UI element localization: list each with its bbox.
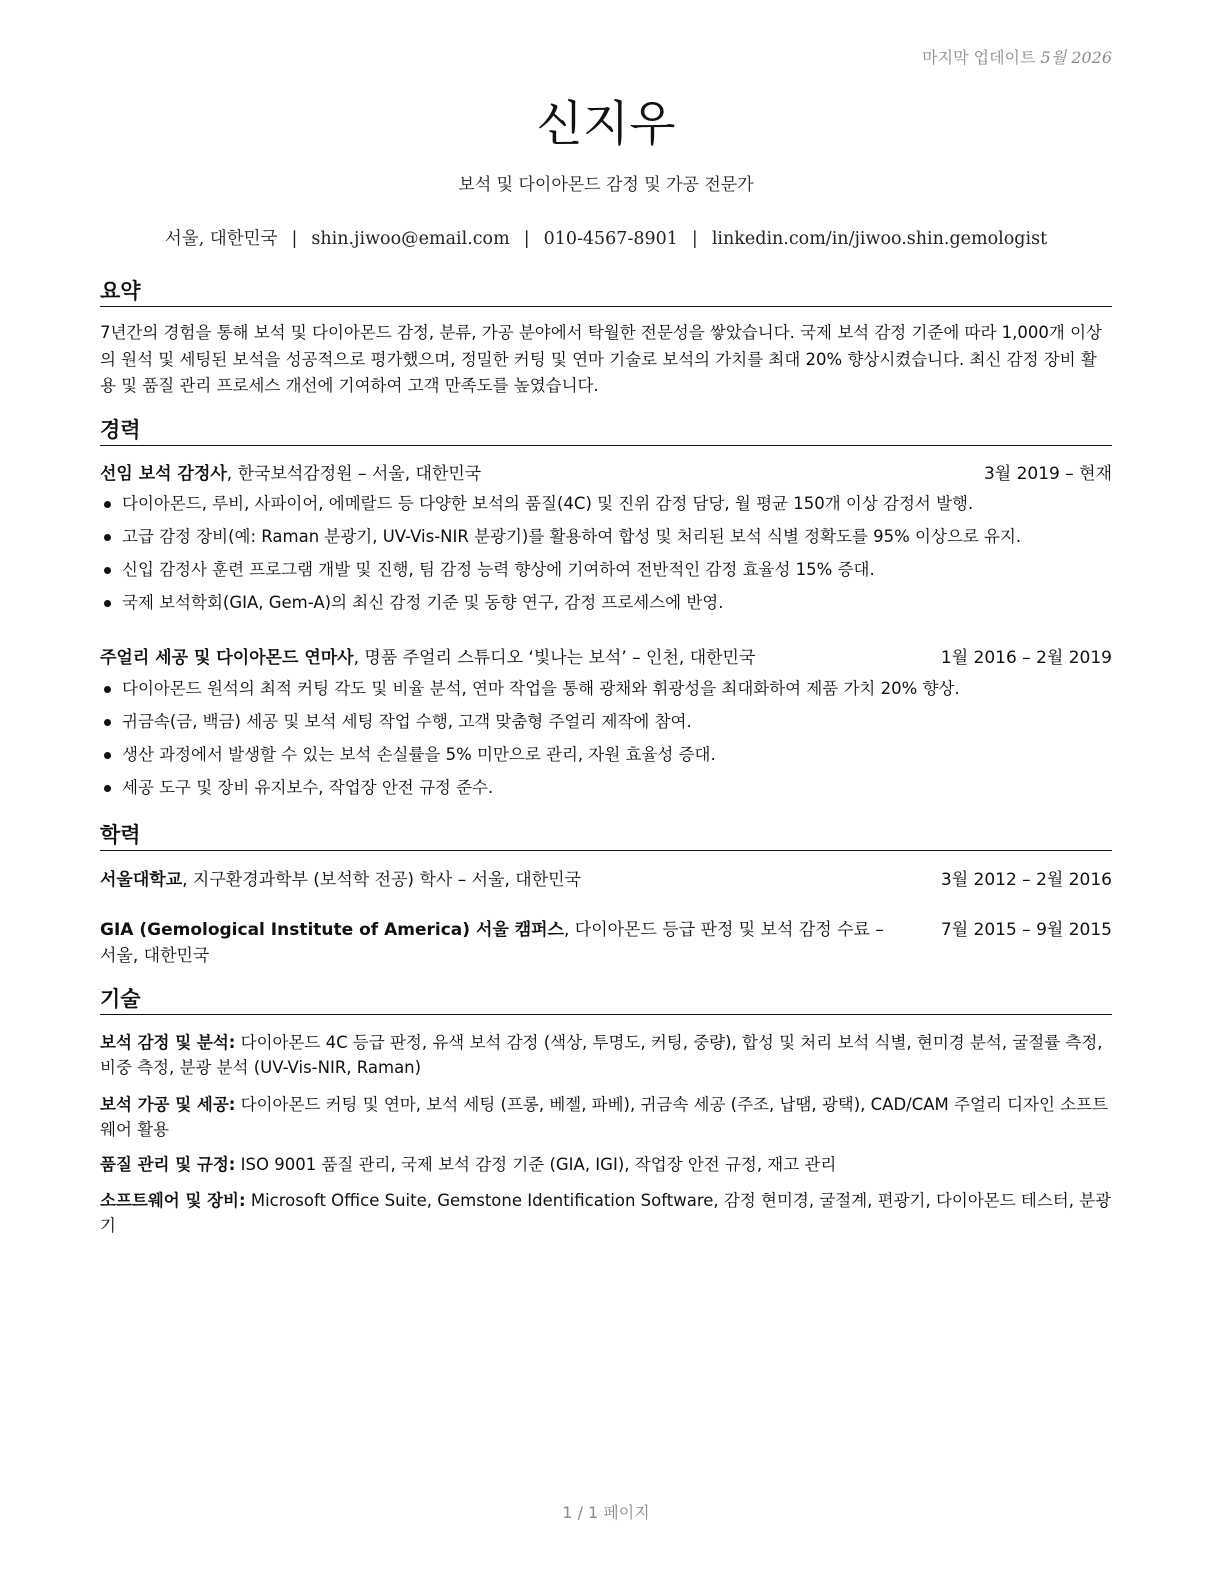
candidate-subtitle: 보석 및 다이아몬드 감정 및 가공 전문가 (458, 175, 754, 195)
list-item: 생산 과정에서 발생할 수 있는 보석 손실률을 5% 미만으로 관리, 자원 효율성 증대. (100, 742, 1120, 775)
job-role: 주얼리 세공 및 다이아몬드 연마사 (100, 648, 354, 668)
education-dates: 3월 2012 – 2월 2016 (940, 870, 1112, 890)
education-dates: 7월 2015 – 9월 2015 (940, 920, 1112, 940)
job-org: , 명품 주얼리 스튜디오 ‘빛나는 보석’ – 인천, 대한민국 (353, 648, 756, 668)
contact-phone: 010-4567-8901 (543, 229, 678, 249)
contact-email[interactable]: shin.jiwoo@email.com (311, 229, 510, 249)
skill-item (100, 1188, 1116, 1238)
skill-text: ISO 9001 품질 관리, 국제 보석 감정 기준 (GIA, IGI), 작업장 안전 규정, 재고 관리 (235, 1155, 837, 1174)
education-school: 서울대학교 (100, 870, 183, 890)
list-item: 귀금속(금, 백금) 세공 및 보석 세팅 작업 수행, 고객 맞춤형 주얼리 제작에 참여. (100, 709, 1120, 742)
candidate-name: 신지우 (536, 96, 676, 152)
skill-text: 다이아몬드 커팅 및 연마, 보석 세팅 (프롱, 베젤, 파베), 귀금속 세공 (주조, 납땜, 광택), CAD/CAM 주얼리 디자인 소프트웨어 활용 (100, 1095, 1108, 1139)
list-item: 다이아몬드, 루비, 사파이어, 에메랄드 등 다양한 보석의 품질(4C) 및 진위 감정 담당, 월 평균 150개 이상 감정서 발행. (100, 491, 1120, 524)
skill-label: 품질 관리 및 규정: (100, 1155, 236, 1174)
job-org: , 한국보석감정원 – 서울, 대한민국 (226, 464, 482, 484)
section-title-summary: 요약 (100, 277, 1112, 307)
job-dates: 1월 2016 – 2월 2019 (940, 648, 1112, 668)
skill-text: Microsoft Office Suite, Gemstone Identification Software, 감정 현미경, 굴절계, 편광기, 다이아몬드 테스터, 분광기 (100, 1191, 1112, 1235)
contact-line: 서울, 대한민국 | shin.jiwoo@email.com | 010-4567-8901 | linkedin.com/in/jiwoo.shin.gemologist (164, 229, 1048, 249)
list-item: 고급 감정 장비(예: Raman 분광기, UV-Vis-NIR 분광기)를 활용하여 합성 및 처리된 보석 식별 정확도를 95% 이상으로 유지. (100, 524, 1120, 557)
section-title-skills: 기술 (100, 985, 1112, 1015)
list-item: 국제 보석학회(GIA, Gem-A)의 최신 감정 기준 및 동향 연구, 감정 프로세스에 반영. (100, 590, 1120, 623)
education-school: GIA (Gemological Institute of America) 서울 캠퍼스 (100, 920, 564, 940)
list-item: 다이아몬드 원석의 최적 커팅 각도 및 비율 분석, 연마 작업을 통해 광채와 휘광성을 최대화하여 제품 가치 20% 향상. (100, 676, 1120, 709)
skill-item (100, 1092, 1116, 1142)
education-detail: , 다이아몬드 등급 판정 및 보석 감정 수료 – 서울, 대한민국 (100, 920, 884, 966)
section-title-experience: 경력 (100, 416, 1112, 446)
contact-linkedin[interactable]: linkedin.com/in/jiwoo.shin.gemologist (711, 229, 1048, 249)
summary-text: 7년간의 경험을 통해 보석 및 다이아몬드 감정, 분류, 가공 분야에서 탁월한 전문성을 쌓았습니다. 국제 보석 감정 기준에 따라 1,000개 이상의 원석 및 세팅된 보석을 성공적으로 평가했으며, 정밀한 커팅 및 연마 기술로 보석의 가치를 최대 20% 향상시켰습니다. 최신 감정 장비 활용 및 품질 관리 프로세스 개선에 기여하여 고객 만족도를 높였습니다. (100, 323, 1102, 395)
last-updated: 마지막 업데이트 5월 2026 (922, 48, 1112, 67)
job-bullets (100, 491, 1120, 623)
education-item (100, 917, 1112, 969)
page-number: 1 / 1 페이지 (562, 1503, 650, 1522)
contact-location: 서울, 대한민국 (164, 229, 278, 249)
section-title-education: 학력 (100, 821, 1112, 851)
skill-label: 보석 감정 및 분석: (100, 1033, 236, 1052)
list-item: 신입 감정사 훈련 프로그램 개발 및 진행, 팀 감정 능력 향상에 기여하여 전반적인 감정 효율성 15% 증대. (100, 557, 1120, 590)
skill-label: 소프트웨어 및 장비: (100, 1191, 246, 1210)
job-bullets (100, 676, 1120, 808)
job-dates: 3월 2019 – 현재 (983, 464, 1112, 484)
skill-item (100, 1030, 1116, 1080)
job-role: 선임 보석 감정사 (100, 464, 227, 484)
skill-text: 다이아몬드 4C 등급 판정, 유색 보석 감정 (색상, 투명도, 커팅, 중량), 합성 및 처리 보석 식별, 현미경 분석, 굴절률 측정, 비중 측정, 분광 분석 (UV-Vis-NIR, Raman) (100, 1033, 1103, 1077)
skill-item (100, 1152, 1116, 1177)
skill-label: 보석 가공 및 세공: (100, 1095, 236, 1114)
list-item: 세공 도구 및 장비 유지보수, 작업장 안전 규정 준수. (100, 775, 1120, 808)
education-detail: , 지구환경과학부 (보석학 전공) 학사 – 서울, 대한민국 (182, 870, 581, 890)
resume-page (100, 0, 1112, 1584)
